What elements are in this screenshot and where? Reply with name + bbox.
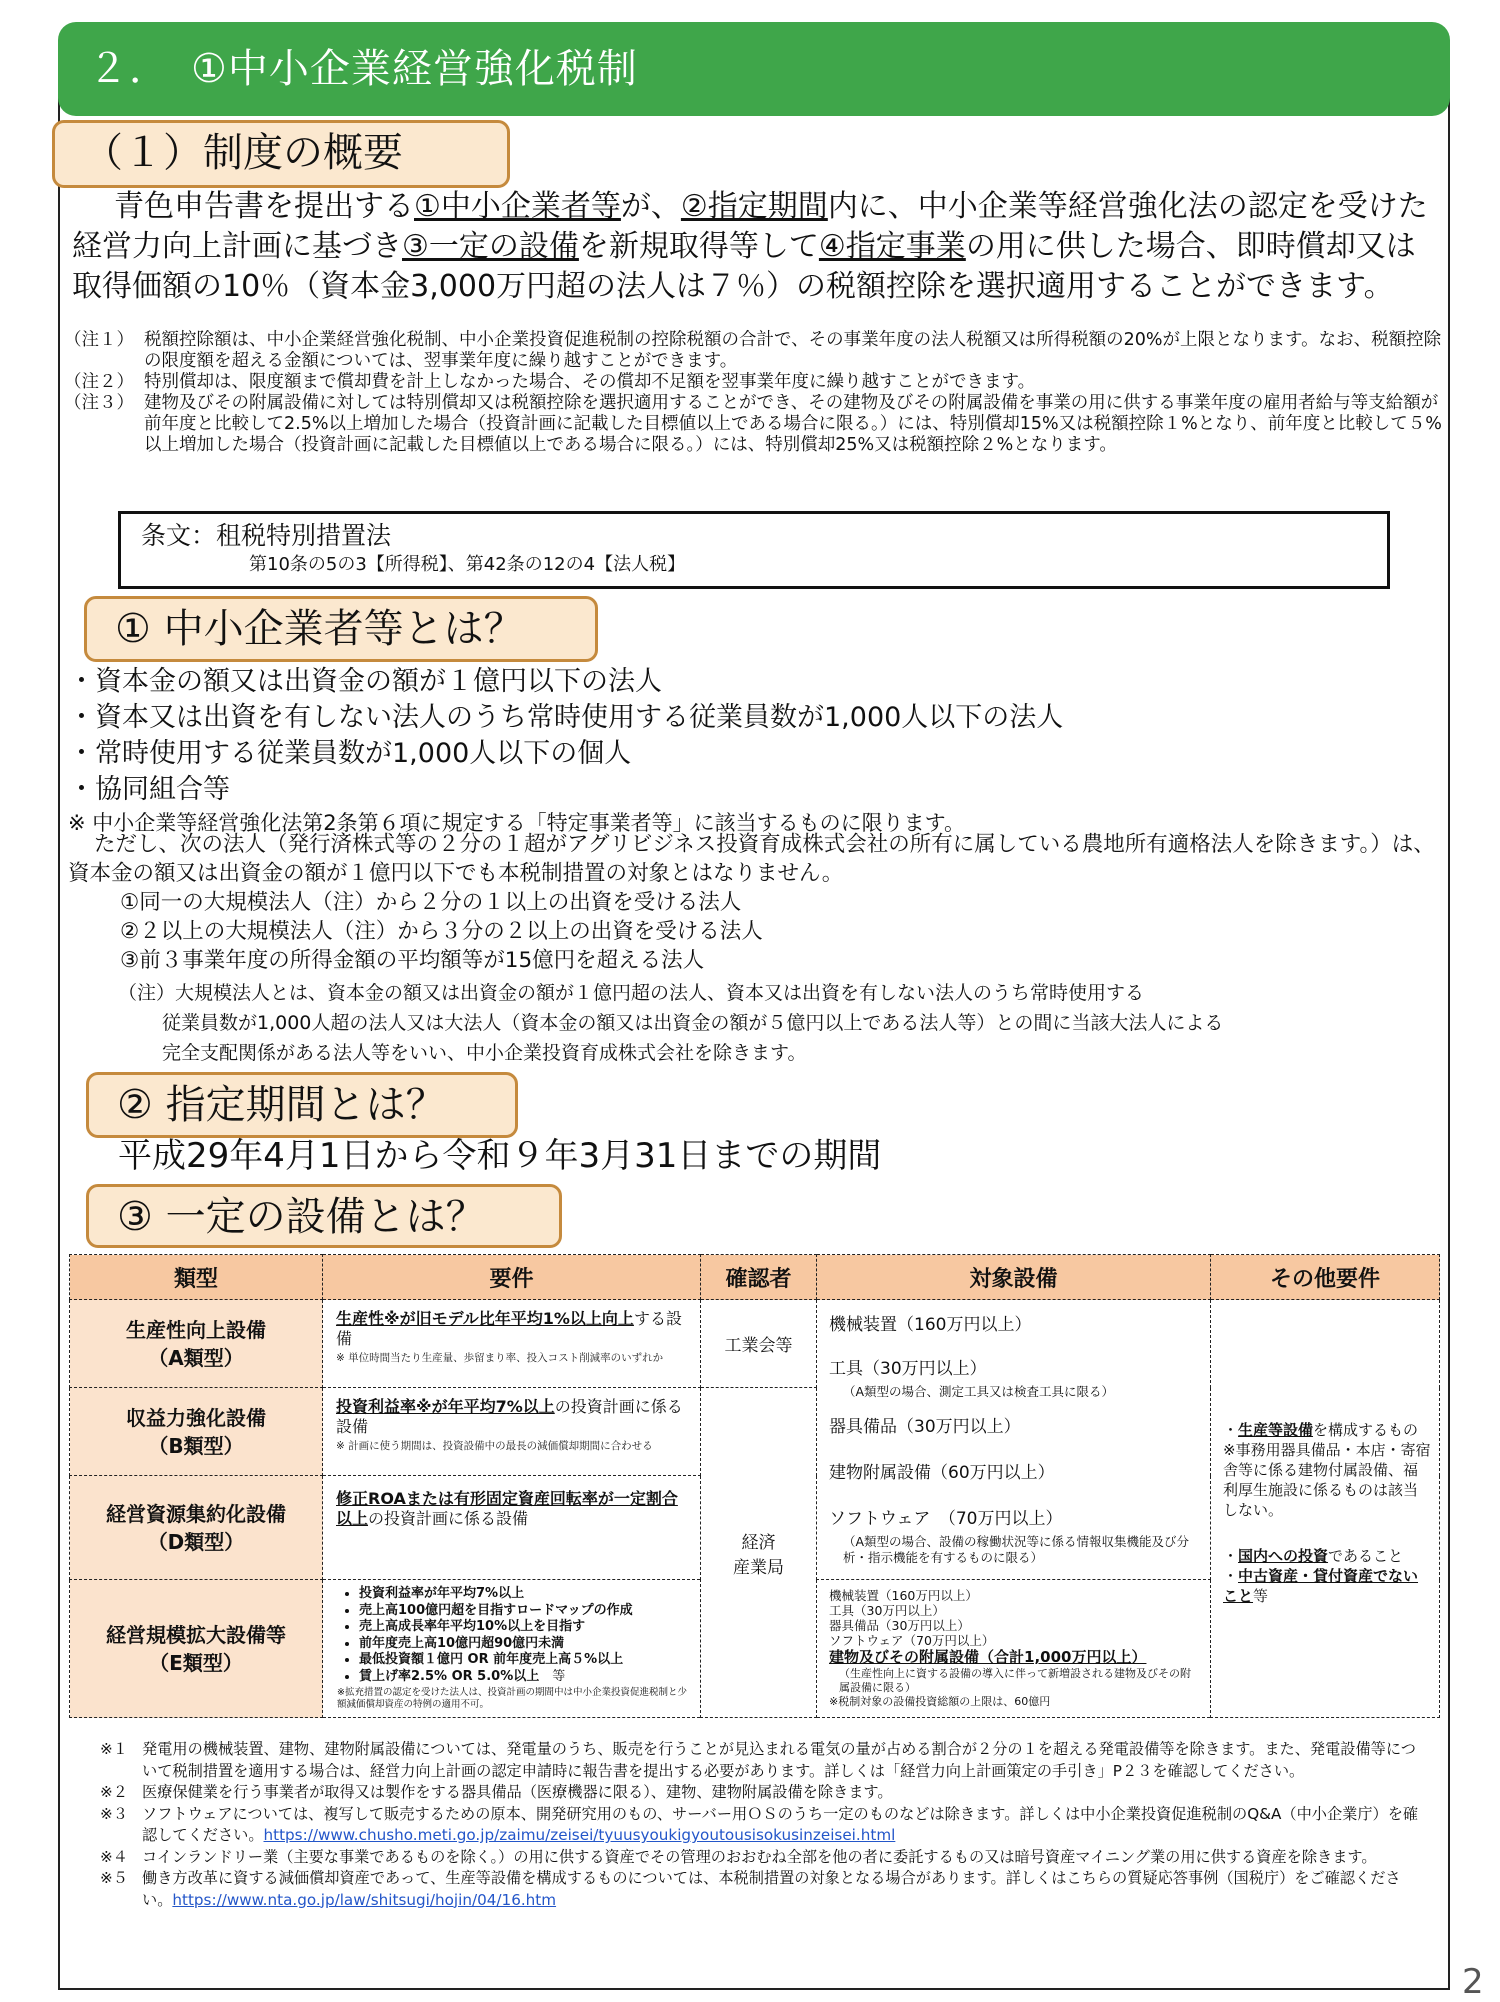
- equip-line: 建物及びその附属設備（合計1,000万円以上）: [829, 1648, 1147, 1666]
- note-label: （注１）: [64, 330, 134, 350]
- other-requirements-cell: [1211, 1300, 1440, 1718]
- statute-box: [118, 511, 1390, 589]
- nta-link[interactable]: https://www.nta.go.jp/law/shitsugi/hojin/04/16.htm: [172, 1890, 557, 1909]
- confirmer-cell: [701, 1388, 817, 1718]
- sme-note: ※ 中小企業等経営強化法第2条第６項に規定する「特定事業者等」に該当するものに限ります。: [68, 811, 965, 835]
- note-text: 建物及びその附属設備に対しては特別償却又は税額控除を選択適用することができ、その建物及びその附属設備を事業の用に供する事業年度の雇用者給与等支給額が前年度と比較して2.5%以上増加した場合（投資計画に記載した目標値以上である場合に限る。）には、特別償却15%又は税額控除１%となり、前年度と比較して５%以上増加した場合（投資計画に記載した目標値以上である場合に限る。）には、特別償却25%又は税額控除２%となります。: [144, 393, 1442, 455]
- confirmer-line: 産業局: [733, 1557, 784, 1578]
- text-span: を新規取得等して: [578, 229, 819, 264]
- page-title: ２． ①中小企業経営強化税制: [58, 22, 1450, 116]
- text-span: が、: [620, 189, 681, 224]
- req-note: ※拡充措置の認定を受けた法人は、投資計画の期間中は中小企業投資促進税制と少額減価償却資産の特例の適用不可。: [337, 1687, 687, 1710]
- footnote-item: [100, 1868, 1430, 1911]
- footnote-item: [100, 1847, 1430, 1869]
- note-line: （注）大規模法人とは、資本金の額又は出資金の額が１億円超の法人、資本又は出資を有しない法人のうち常時使用する: [118, 982, 1145, 1004]
- text-span: ①中小企業者等: [414, 189, 621, 224]
- type-name: 経営資源集約化設備: [106, 1501, 286, 1526]
- equip-line: 器具備品（30万円以上）: [829, 1618, 970, 1633]
- statute-line: 条文：租税特別措置法: [141, 521, 392, 550]
- requirement-cell: [323, 1300, 701, 1388]
- type-cell: [70, 1476, 323, 1580]
- requirement-cell: [323, 1476, 701, 1580]
- list-item: ③前３事業年度の所得金額の平均額等が15億円を超える法人: [120, 948, 705, 973]
- note-text: 特別償却は、限度額まで償却費を計上しなかった場合、その償却不足額を翌事業年度に繰り越すことができます。: [144, 372, 1036, 392]
- equip-line: 工具（30万円以上）: [829, 1603, 945, 1618]
- req-text: ※が年平均7%以上: [416, 1397, 555, 1416]
- type-cell: [70, 1388, 323, 1476]
- list-item: • 売上高100億円超を目指すロードマップの作成: [359, 1603, 692, 1620]
- footnote-text: ソフトウェアについては、複写して販売するための原本、開発研究用のもの、サーバー用ＯＳのうち一定のものなどは除きます。詳しくは中小企業投資促進税制のQ&A（中小企業庁）を確認してください。: [142, 1804, 1419, 1844]
- confirmer-line: 経済: [741, 1532, 776, 1553]
- confirmer-cell: 工業会等: [701, 1300, 817, 1388]
- section-heading-overview: （１）制度の概要: [52, 120, 510, 188]
- list-item: 賃上げ率2.5% OR 5.0%以上: [359, 1668, 540, 1684]
- text-span: 等: [552, 1668, 566, 1684]
- list-item: ・資本又は出資を有しない法人のうち常時使用する従業員数が1,000人以下の法人: [68, 702, 1064, 733]
- footnote-item: [100, 1782, 1430, 1804]
- list-item: • 前年度売上高10億円超90億円未満: [359, 1636, 692, 1653]
- req-text: する設備: [336, 1309, 682, 1348]
- requirement-cell-e: [323, 1580, 701, 1718]
- column-header: その他要件: [1211, 1255, 1440, 1300]
- text-span: ・: [1223, 1566, 1239, 1585]
- text-span: 青色申告書を提出する: [114, 189, 414, 224]
- req-text: 投資利益率: [336, 1397, 417, 1416]
- list-item: ・協同組合等: [68, 774, 230, 805]
- req-text: ※が旧モデル比年平均1%以上向上: [384, 1309, 634, 1328]
- exclusion-intro: ただし、次の法人（発行済株式等の２分の１超がアグリビジネス投資育成株式会社の所有に属している農地所有適格法人を除きます。）は、資本金の額又は出資金の額が１億円以下でも本税制措置の対象とはなりません。: [68, 832, 1435, 886]
- sme-list: [68, 664, 1438, 838]
- type-name: 収益力強化設備: [126, 1405, 266, 1430]
- column-header: 要件: [323, 1255, 701, 1300]
- equip-note: ※税制対象の設備投資総額の上限は、60億円: [829, 1695, 1051, 1708]
- note-item: [64, 372, 1444, 393]
- type-cell: [70, 1300, 323, 1388]
- text-span: ・: [1223, 1546, 1239, 1565]
- type-name: 経営規模拡大設備等: [106, 1622, 286, 1647]
- note-line: 完全支配関係がある法人等をいい、中小企業投資育成株式会社を除きます。: [162, 1042, 807, 1064]
- statute-articles: 第10条の5の3【所得税】、第42条の12の4【法人税】: [249, 554, 686, 575]
- section-heading-equipment: ③ 一定の設備とは？: [86, 1184, 562, 1248]
- list-item: ②２以上の大規模法人（注）から３分の２以上の出資を受ける法人: [120, 919, 763, 944]
- page-number: 2: [1462, 1962, 1484, 2002]
- equip-line: 器具備品（30万円以上）: [829, 1417, 1021, 1437]
- text-span: ③一定の設備: [402, 229, 579, 264]
- note-line: 従業員数が1,000人超の法人又は大法人（資本金の額又は出資金の額が５億円以上である法人等）との間に当該大法人による: [162, 1012, 1224, 1034]
- footnote-mark: ※５: [100, 1869, 128, 1887]
- equipment-cell-e: [817, 1580, 1211, 1718]
- list-item: ①同一の大規模法人（注）から２分の１以上の出資を受ける法人: [120, 890, 742, 915]
- type-code: （E類型）: [149, 1650, 243, 1675]
- list-item: • 最低投資額１億円 OR 前年度売上高５%以上: [359, 1652, 692, 1669]
- text-span: 内に、中小企業等経営強化法の認定を受けた経営力向上計画に基づき: [72, 189, 1428, 264]
- req-text: 修正ROAまたは有形固定資産回転率が一定割合以上: [336, 1489, 678, 1528]
- type-code: （A類型）: [148, 1345, 244, 1370]
- req-text: 生産性: [336, 1309, 385, 1328]
- text-span: の用に供した場合、即時償却又は取得価額の10％（資本金3,000万円超の法人は７％）の税額控除を選択適用することができます。: [72, 229, 1416, 304]
- footnote-text: 医療保健業を行う事業者が取得又は製作をする器具備品（医療機器に限る）、建物、建物附属設備を除きます。: [142, 1783, 893, 1801]
- equip-line: 工具（30万円以上）: [829, 1359, 987, 1379]
- period-text: 平成29年4月1日から令和９年3月31日までの期間: [118, 1136, 882, 1176]
- equipment-cell-abd: [817, 1300, 1211, 1580]
- overview-notes: [64, 330, 1444, 456]
- section-heading-period: ② 指定期間とは？: [86, 1072, 518, 1138]
- chusho-link[interactable]: https://www.chusho.meti.go.jp/zaimu/zeisei/tyuusyoukigyoutousisokusinzeisei.html: [263, 1826, 896, 1844]
- equip-note: （A類型の場合、設備の稼働状況等に係る情報収集機能及び分析・指示機能を有するものに限る）: [843, 1534, 1190, 1565]
- footnote-text: 働き方改革に資する減価償却資産であって、生産等設備を構成するものについては、本税制措置の対象となる場合があります。詳しくはこちらの質疑応答事例（国税庁）をご確認ください。: [142, 1869, 1401, 1909]
- overview-text: [72, 187, 1432, 307]
- column-header: 類型: [70, 1255, 323, 1300]
- text-span: を構成するもの: [1313, 1420, 1419, 1439]
- footnote-mark: ※２: [100, 1783, 128, 1801]
- req-text: の投資計画に係る設備: [368, 1509, 529, 1528]
- equip-note: （生産性向上に資する設備の導入に伴って新増設される建物及びその附属設備に限る）: [839, 1667, 1191, 1694]
- text-span: 国内への投資: [1238, 1546, 1329, 1565]
- table-row: [70, 1300, 1440, 1388]
- equip-note: （A類型の場合、測定工具又は検査工具に限る）: [843, 1384, 1115, 1399]
- footnote-text: コインランドリー業（主要な事業であるものを除く。）の用に供する資産でその管理のおおむね全部を他の者に委託するもの又は暗号資産マイニング業の用に供する資産を除きます。: [142, 1847, 1377, 1866]
- req-note: ※ 単位時間当たり生産量、歩留まり率、投入コスト削減率のいずれか: [336, 1352, 664, 1364]
- text-span: ・: [1223, 1420, 1239, 1439]
- footnote-mark: ※３: [100, 1804, 128, 1823]
- list-item: ・常時使用する従業員数が1,000人以下の個人: [68, 738, 632, 769]
- note-text: 税額控除額は、中小企業経営強化税制、中小企業投資促進税制の控除税額の合計で、その事業年度の法人税額又は所得税額の20%が上限となります。なお、税額控除の限度額を超える金額については、翌事業年度に繰り越すことができます。: [144, 330, 1442, 371]
- type-code: （B類型）: [148, 1433, 244, 1458]
- text-span: 等: [1253, 1586, 1269, 1605]
- equip-line: ソフトウェア （70万円以上）: [829, 1509, 1063, 1529]
- text-span: 中古資産・貸付資産でないこと: [1223, 1566, 1419, 1605]
- equipment-table: [69, 1254, 1440, 1718]
- table-header-row: [70, 1255, 1440, 1300]
- sme-exclusions: [68, 830, 1438, 975]
- list-item: • 売上高成長率年平均10%以上を目指す: [359, 1619, 692, 1636]
- requirement-cell: [323, 1388, 701, 1476]
- type-code: （D類型）: [147, 1529, 245, 1554]
- text-span: であること: [1328, 1546, 1404, 1565]
- req-note: ※ 計画に使う期間は、投資設備中の最長の減価償却期間に合わせる: [336, 1440, 653, 1452]
- note-item: [64, 330, 1444, 372]
- text-span: ④指定事業: [818, 229, 966, 264]
- equip-line: 建物附属設備（60万円以上）: [829, 1463, 1055, 1483]
- column-header: 対象設備: [817, 1255, 1211, 1300]
- list-item: ・資本金の額又は出資金の額が１億円以下の法人: [68, 666, 662, 697]
- type-cell: [70, 1580, 323, 1718]
- footnotes: [100, 1739, 1430, 1911]
- footnote-item: [100, 1804, 1430, 1847]
- text-span: 生産等設備: [1238, 1420, 1314, 1439]
- footnote-mark: ※１: [100, 1740, 128, 1758]
- note-label: （注２）: [64, 372, 134, 392]
- type-name: 生産性向上設備: [126, 1317, 266, 1342]
- footnote-item: [100, 1739, 1430, 1782]
- list-item: • 投資利益率が年平均7%以上: [359, 1586, 692, 1603]
- note-item: [64, 393, 1444, 456]
- other-note: ※事務用器具備品・本店・寄宿舎等に係る建物付属設備、福利厚生施設に係るものは該当しない。: [1223, 1440, 1431, 1519]
- footnote-mark: ※４: [100, 1847, 128, 1866]
- large-corp-note: [118, 978, 1428, 1068]
- equip-line: ソフトウェア（70万円以上）: [829, 1633, 995, 1648]
- equip-line: 機械装置（160万円以上）: [829, 1315, 1032, 1335]
- equip-line: 機械装置（160万円以上）: [829, 1588, 978, 1603]
- text-span: ②指定期間: [680, 189, 828, 224]
- note-label: （注３）: [64, 393, 134, 413]
- req-text: の投資計画に係る設備: [336, 1397, 683, 1436]
- footnote-text: 発電用の機械装置、建物、建物附属設備については、発電量のうち、販売を行うことが見込まれる電気の量が占める割合が２分の１を超える発電設備等を除きます。また、発電設備等について税制措置を適用する場合は、経営力向上計画の認定申請時に報告書を提出する必要があります。詳しくは「経営力向上計画策定の手引き」P２３を確認してください。: [142, 1740, 1416, 1780]
- column-header: 確認者: [701, 1255, 817, 1300]
- section-heading-sme: ① 中小企業者等とは？: [84, 596, 598, 662]
